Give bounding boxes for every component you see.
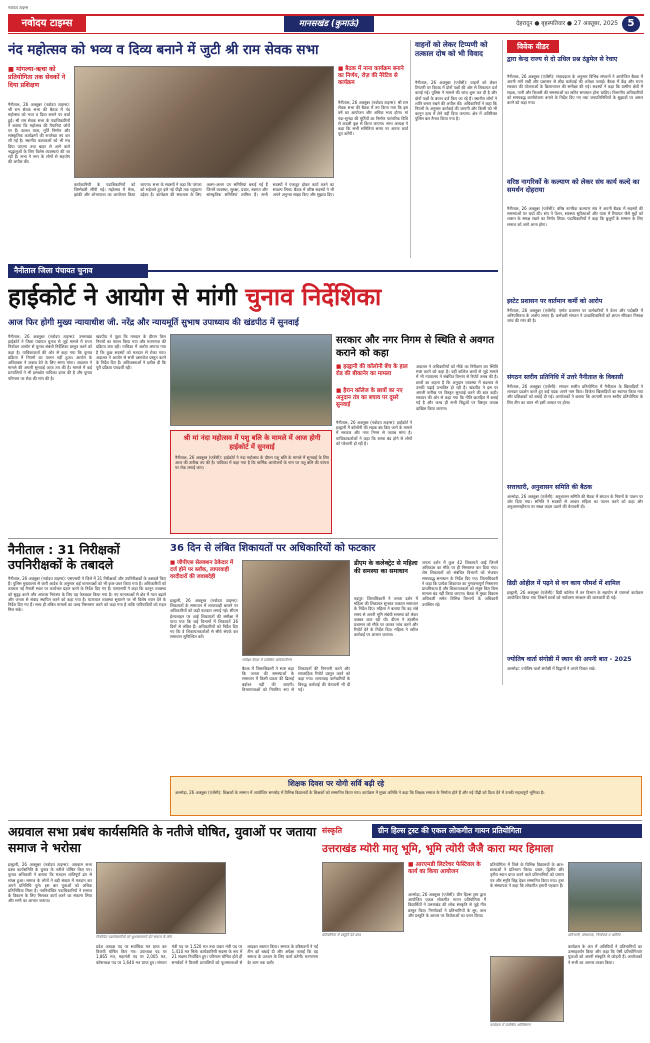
vivek-text-1: नैनीताल, 26 अक्तूबर (एजेंसी): संवाददाता के अनुसार विभिन्न संगठनों ने आयोजित बैठक में अपनी मांगें रखीं और प्रशासन से शीघ्र कार्रवाई की अपेक्षा जताई। बैठक में केंद्र और राज्य सरकार की योजनाओं के क्रियान्वयन की समीक्षा की गई। सदस्यों ने कहा कि ग्रामीण क्षेत्रों में सड़क, पानी और बिजली की समस्याओं का त्वरित समाधान होना चाहिए। विभागीय अधिकारियों को समयबद्ध कार्ययोजना बनाने के निर्देश दिए गए तथा जनप्रतिनिधियों के सुझावों पर अमल करने को कहा गया। — [507, 74, 643, 106]
vivek-h7: ज्योतिष वार्ता संगोष्ठी में स्थान की अपनी बात - 2025 — [507, 656, 632, 663]
sanskriti-tag: ग्रीन हिल्स ट्रस्ट की एकल लोकगीत गायन प्रतियोगिता — [372, 824, 642, 838]
sanskriti-photo-1 — [322, 862, 404, 932]
story5-results: प्रदेश अध्यक्ष पद पर सर्वाधिक मत प्राप्त कर विजयी घोषित किए गए। उपाध्यक्ष पद पर 1,865 मत, महामंत्री पद पर 2,005 मत, कोषाध्यक्ष पद पर 1,640 मत प्राप्त हुए। संगठन मंत्री पद पर 1,520 मत तथा प्रचार मंत्री पद पर 1,410 मत मिले। कार्यकारिणी सदस्य के रूप में 21 सदस्य निर्वाचित हुए। परिणाम घोषित होते ही समर्थकों ने विजयी प्रत्याशियों को फूलमालाओं से लादकर स्वागत किया। समाज के वरिष्ठजनों ने नई टीम को बधाई दी और अपेक्षा जताई कि वह समाज के उत्थान के लिए कार्य करेगी। मतगणना देर शाम तक चली। — [96, 944, 318, 965]
sanskriti-col-3: कार्यक्रम के अंत में अतिथियों ने प्रतिभागियों का उत्साहवर्धन किया और कहा कि ऐसी प्रतियोगिताएं युवाओं को अपनी संस्कृति से जोड़ती हैं। आयोजकों ने सभी का आभार व्यक्त किया। — [568, 944, 642, 965]
sanskriti-headline: उत्तराखंड म्यॊरी मातृ भूमि, भूमि त्यॊरी जैजै कारा म्यर हिमाला — [322, 843, 554, 855]
red-box-text: नैनीताल, 26 अक्तूबर (एजेंसी): हाईकोर्ट ने नंदा महोत्सव के दौरान पशु बलि के मामले में सुनवाई के लिए आज की तारीख तय की है। याचिका में कहा गया है कि धार्मिक आयोजनों के नाम पर पशु बलि की परंपरा पर रोक लगाई जाए। — [175, 455, 329, 471]
brand-logo: नवोदय टाइम्स — [8, 16, 86, 32]
vivek-text-2: नैनीताल, 26 अक्तूबर (एजेंसी): वरिष्ठ नागरिक कल्याण संघ ने अपनी बैठक में सदस्यों की समस्याओं पर चर्चा की। संघ ने पेंशन, स्वास्थ्य सुविधाओं और यात्रा में रियायत जैसे मुद्दों को शासन के समक्ष रखने का निर्णय लिया। पदाधिकारियों ने कहा कि बुजुर्गों के सम्मान के लिए समाज को आगे आना होगा। — [507, 206, 643, 227]
vivek-h4: संगठन स्तरीय प्रतिनिधि में उत्तरे नैनीताल के विकासी — [507, 374, 624, 381]
highcourt-photo — [170, 334, 332, 426]
sanskriti-col-1: अल्मोड़ा, 26 अक्तूबर (एजेंसी): ग्रीन हिल्स ट्रस्ट द्वारा आयोजित एकल लोकगीत गायन प्रतियोगिता में विद्यार्थियों ने उत्तराखंड की लोक संस्कृति से जुड़े गीत प्रस्तुत किए। निर्णायकों ने प्रतिभागियों के सुर, ताल और प्रस्तुति के आधार पर विजेताओं का चयन किया। — [408, 892, 486, 918]
side-text-2: अदालत ने अधिकारियों को मौके का निरीक्षण कर स्थिति स्पष्ट करने को कहा है। वहीं कॉलेज छात्रों से जुड़े मामले में भी न्यायालय ने संबंधित विभाग से रिपोर्ट तलब की है। छात्रों का कहना है कि अनुदान व्यवस्था में बदलाव से उनकी पढ़ाई प्रभावित हो रही है। खंडपीठ ने इस पर अगली तारीख पर विस्तृत सुनवाई करने की बात कही। सरकार की ओर से कहा गया कि नीति छात्रहित में बनाई गई है और जल्द ही सभी बिंदुओं पर विस्तृत जवाब दाखिल किया जाएगा। — [416, 364, 498, 411]
side-b1-text: हल्द्वानी की कॉलोनी बेंच के हाल रोड की बीकानेर का मामला — [336, 364, 408, 377]
vivek-text-4: नैनीताल, 26 अक्तूबर (एजेंसी): संगठन स्तरीय प्रतियोगिता में नैनीताल के खिलाड़ियों ने शानदार प्रदर्शन करते हुए कई पदक अपने नाम किए। विजेता खिलाड़ियों का स्वागत किया गया और प्रशिक्षकों को बधाई दी गई। आयोजकों ने बताया कि आगामी राज्य स्तरीय प्रतियोगिता के लिए टीम का चयन भी इसी आधार पर होगा। — [507, 384, 643, 405]
lead-headline: नंद महोत्सव को भव्य व दिव्य बनाने में जुटी श्री राम सेवक सभा — [8, 42, 319, 58]
side-b2 — [336, 388, 412, 409]
sanskriti-text-body: अल्मोड़ा, 26 अक्तूबर (एजेंसी): ग्रीन हिल्स ट्रस्ट द्वारा आयोजित एकल लोकगीत गायन प्रतियोगिता में विद्यार्थियों ने उत्तराखंड की लोक संस्कृति से जुड़े गीत प्रस्तुत किए। — [408, 892, 486, 913]
strip-text-body: अल्मोड़ा, 26 अक्तूबर (एजेंसी): शिक्षकों के सम्मान में आयोजित समारोह में विभिन्न विद्यालयों के शिक्षकों को सम्मानित किया गया। — [175, 790, 362, 795]
vivek-h1: द्वारा केन्द्र राज्य से दो उधिल प्रश्न ठंडुमेल से रेचाए — [507, 56, 618, 63]
lead-sub-right-text: बैठक में नाना कार्यक्रम बनाने का निर्णय, रोज़ की नैरेटिव से कार्यक्रम — [338, 66, 404, 86]
banner-headline-red: चुनाव निर्देशिका — [245, 283, 382, 311]
lead-col-right: नैनीताल, 26 अक्तूबर (नवोदय टाइम्स): श्री राम सेवक सभा की बैठक में तय किया गया कि इस वर्ष का आयोजन और अधिक भव्य होगा। मां नंदा-सुनंदा की मूर्तियों का निर्माण पारंपरिक विधि से कदली वृक्ष से किया जाएगा। सभा अध्यक्ष ने कहा कि सभी समितियां समय पर अपना कार्य पूरा करेंगी। — [338, 100, 408, 137]
red-box — [170, 430, 332, 534]
story3-b1 — [170, 560, 238, 581]
date-line: देहरादून ● बृहस्पतिवार ● 27 अक्तूबर, 2025 — [516, 21, 618, 27]
bullet-icon: ■ — [338, 66, 346, 72]
story2-headline: नैनीताल : 31 निरीक्षकों उपनिरीक्षकों के तबादले — [8, 542, 120, 572]
banner-label-rule — [148, 270, 498, 272]
story5-col-1: हल्द्वानी, 26 अक्तूबर (नवोदय टाइम्स): अग्रवाल सभा प्रबंध कार्यसमिति के चुनाव के नतीजे घोषित किए गए। चुनाव अधिकारी ने बताया कि मतदान शांतिपूर्ण ढंग से संपन्न हुआ। समाज के लोगों ने बड़ी संख्या में मतदान कर अपने प्रतिनिधि चुने। इस बार युवाओं को अधिक प्रतिनिधित्व मिला है। नवनिर्वाचित पदाधिकारियों ने समाज के विकास के लिए मिलकर कार्य करने का संकल्प लिया और सभी का आभार जताया। — [8, 862, 92, 904]
strip-box — [170, 776, 642, 816]
sanskriti-col-2: प्रतियोगिता में जिले के विभिन्न विद्यालयों के छात्र-छात्राओं ने प्रतिभाग किया। प्रथम, द्वितीय और तृतीय स्थान प्राप्त करने वाले प्रतिभागियों को प्रमाण पत्र और स्मृति चिह्न देकर सम्मानित किया गया। ट्रस्ट के संस्थापक ने कहा कि लोकगीत हमारी पहचान हैं। — [490, 862, 564, 888]
side-b1 — [336, 364, 412, 378]
story3-photo — [242, 560, 350, 656]
side-b2-text: हैरान कॉलेज के छात्रों का नए अनुदान तंत्र का बचाव पर दूसरे सुनवाई — [336, 388, 403, 408]
sanskriti-photo-3 — [490, 956, 564, 1022]
banner-col-2: खंडपीठ ने पूछा कि मतदान के दौरान किन नियमों का पालन किया गया और मतगणना की प्रक्रिया क्या रही। याचिका में आरोप लगाया गया है कि कुछ सदस्यों को मतदान से रोका गया। अदालत ने आयोग से सभी दस्तावेज प्रस्तुत करने के निर्देश दिए हैं। अधिवक्ताओं ने दलील दी कि पूरी प्रक्रिया पारदर्शी रही। — [96, 334, 166, 371]
vivek-text-5: अल्मोड़ा, 26 अक्तूबर (एजेंसी): अनुशासन समिति की बैठक में संगठन के नियमों के पालन पर जोर दिया गया। समिति ने सदस्यों से आचार संहिता का पालन करने को कहा और अनुशासनहीनता पर सख्त कदम उठाने की चेतावनी दी। — [507, 494, 643, 510]
lead-sub-right — [338, 66, 408, 87]
story5-headline: अग्रवाल सभा प्रबंध कार्यसमिति के नतीजे घोषित, युवाओं पर जताया समाज ने भरोसा — [8, 824, 317, 855]
banner-sub: आज फिर होगी मुख्य न्यायाधीश जी. नरेंद्र और न्यायमूर्ति सुभाष उपाध्याय की खंडपीठ में सुनवाई — [8, 317, 299, 327]
top-center-brief — [410, 40, 498, 258]
divider — [8, 820, 642, 821]
story5-photo — [96, 862, 226, 934]
sanskriti-photo-2 — [568, 862, 642, 932]
vivek-h6: डिग्री ओहील में पढ़ने से वन काय परैमर्श में शामिल — [507, 580, 620, 587]
story3-caption: समीक्षा बैठक में उपस्थित अधिकारीगण — [242, 658, 292, 662]
story3-col-1: हल्द्वानी, 26 अक्तूबर (नवोदय टाइम्स): शिकायतों के समाधान में लापरवाही बरतने पर अधिकारियों को कड़ी फटकार लगाई गई। सीएम हेल्पलाइन पर आई शिकायतों की समीक्षा में पाया गया कि कई विभागों में शिकायतें 36 दिनों से लंबित हैं। अधिकारियों को निर्देश दिए गए कि वे शिकायतकर्ताओं से सीधे संपर्क कर समाधान सुनिश्चित करें। — [170, 598, 238, 640]
story4-text: रुद्रपुर: जिलाधिकारी ने जनता दर्शन में महिला की शिकायत सुनकर तत्काल समाधान के निर्देश दिए। महिला ने बताया कि वह लंबे समय से अपनी भूमि संबंधी समस्या को लेकर चक्कर काट रही थी। डीएम ने तहसील प्रशासन को मौके पर जाकर जांच करने और रिपोर्ट देने के निर्देश दिए। महिला ने त्वरित कार्रवाई पर आभार जताया। — [354, 596, 418, 638]
page-number: 5 — [622, 16, 640, 32]
top-tag: नवोदय टाइम्स — [8, 6, 29, 10]
story3-b1-text: जीपीएस सेलक्शन ठेकेदार में दर्ज होने पर ब्लॉक, लापरवाही वरदीदारों की जवाबदेही — [170, 560, 234, 580]
bullet-icon: ■ — [8, 66, 17, 73]
vivek-h2: वरिष्ठ नागरिकों के कल्याण को लेकर संघ कार्य कल्दे का समर्थन दोहराया — [507, 178, 640, 195]
sanskriti-b1-text: आरएमडी लिटरेचर फेस्टिवल के कार्य का किया आयोजन — [408, 862, 481, 876]
vivek-text-6: हल्द्वानी, 26 अक्तूबर (एजेंसी): डिग्री कॉलेज में वन विभाग के सहयोग से परामर्श कार्यक्रम आयोजित किया गया जिसमें छात्रों को पर्यावरण संरक्षण की जानकारी दी गई। — [507, 590, 643, 601]
lead-sub-left-text: मांगल्या-ऋचा को प्रतियोगिता तक सेवकों ने दिया प्रशिक्षण — [8, 66, 66, 89]
vivek-text-7: अल्मोड़ा: ज्योतिष वार्ता संगोष्ठी में विद्वानों ने अपने विचार रखे। — [507, 666, 596, 671]
red-box-headline: श्री मां नंदा महोत्सव में पशु बलि के मामले में आज होगी हाईकोर्ट में सुनवाई — [183, 434, 321, 451]
story3-text-body: हल्द्वानी, 26 अक्तूबर (नवोदय टाइम्स): शिकायतों के समाधान में लापरवाही बरतने पर अधिकारियों को कड़ी फटकार लगाई गई। — [170, 598, 238, 614]
strip-text: अल्मोड़ा, 26 अक्तूबर (एजेंसी): शिक्षकों के सम्मान में आयोजित समारोह में विभिन्न विद्यालयों के शिक्षकों को सम्मानित किया गया। कार्यक्रम में मुख्य अतिथि ने कहा कि शिक्षक समाज के निर्माता होते हैं और नई पीढ़ी को दिशा देने में उनकी महत्वपूर्ण भूमिका है। — [175, 790, 545, 795]
lead-sub-left — [8, 66, 70, 90]
brief-text: नैनीताल, 26 अक्तूबर (एजेंसी): वाहनों को लेकर टिप्पणी पर विवाद में दोनों पक्षों की ओर से शिकायत दर्ज कराई गई। पुलिस ने मामले की जांच शुरू कर दी है और दोनों पक्षों के बयान दर्ज किए जा रहे हैं। स्थानीय लोगों ने शांति बनाए रखने की अपील की। अधिकारियों ने कहा कि नियमों के अनुसार कार्रवाई की जाएगी और किसी को भी कानून हाथ में लेने नहीं दिया जाएगा। क्षेत्र में अतिरिक्त पुलिस बल तैनात किया गया है। — [415, 80, 497, 122]
brief-headline: वाहनों को लेकर टिप्पणी को तत्काल दोष को भी विवाद — [415, 40, 488, 58]
banner-headline-black: हाईकोर्ट ने आयोग से मांगी — [8, 283, 237, 311]
story4-headline: डीएम के कलेक्ट्रेट से महिला की समस्या का समाधान — [354, 560, 418, 575]
lead-row-bottom: कार्यकारिणी के पदाधिकारियों को जिम्मेदारी सौंपी गई। महोत्सव में मेला, झांकी और शोभायात्रा का आयोजन किया जाएगा। सभा के सदस्यों ने कहा कि परंपरा को सहेजते हुए इसे नई पीढ़ी तक पहुंचाना उद्देश्य है। कार्यक्रम की सफलता के लिए अलग-अलग उप समितियां बनाई गई हैं जिनमें व्यवस्था, सुरक्षा, प्रचार, स्वागत और सांस्कृतिक समितियां शामिल हैं। सभी सदस्यों ने एकजुट होकर कार्य करने का संकल्प लिया। बैठक में वरिष्ठ सदस्यों ने भी अपने अनुभव साझा किए और सुझाव दिए। — [74, 182, 334, 198]
section-tag: मानसखंड (कुमाऊं) — [284, 16, 374, 32]
vivek-h3: इस्टेट प्रशासन पर वार्तमान कर्मी को आरोप — [507, 298, 603, 305]
vivek-h5: सत्ताधारी, अनुशासन समिति की बैठक — [507, 484, 593, 491]
divider — [8, 538, 498, 539]
side-text-1: नैनीताल, 26 अक्तूबर (नवोदय टाइम्स): हाईकोर्ट ने हल्द्वानी में कॉलोनी की सड़क बंद किए जाने के मामले में सरकार और नगर निगम से जवाब मांगा है। याचिकाकर्ताओं ने कहा कि रास्ता बंद होने से लोगों को परेशानी हो रही है। — [336, 420, 412, 446]
bullet-icon: ■ — [336, 388, 344, 394]
story5-text-body: हल्द्वानी, 26 अक्तूबर (नवोदय टाइम्स): अग्रवाल सभा प्रबंध कार्यसमिति के चुनाव के नतीजे घोषित किए गए। — [8, 862, 92, 873]
banner-label: नैनीताल जिला पंचायत चुनाव — [8, 264, 148, 278]
banner-col-1: नैनीताल, 26 अक्तूबर (नवोदय टाइम्स): उत्तराखंड हाईकोर्ट ने जिला पंचायत चुनाव से जुड़े मामले में राज्य निर्वाचन आयोग से चुनाव संबंधी निर्देशिका प्रस्तुत करने को कहा है। याचिकाकर्ता की ओर से कहा गया कि चुनाव प्रक्रिया में नियमों का पालन नहीं हुआ। आयोग के अधिवक्ता ने जवाब देने के लिए समय मांगा। अदालत ने मामले की अगली सुनवाई आज तय की है। मामले में कई प्रत्याशियों ने भी हस्तक्षेप याचिका दायर की है और चुनाव परिणाम पर रोक की मांग की है। — [8, 334, 92, 381]
masthead — [8, 6, 644, 36]
sanskriti-caption-1: प्रतियोगिता में प्रस्तुति देते छात्र — [322, 933, 361, 937]
story2-text-body: नैनीताल, 26 अक्तूबर (नवोदय टाइम्स): एसएसपी ने जिले में 31 निरीक्षकों और उपनिरीक्षकों के तबादले किए हैं। — [8, 576, 166, 587]
story4-text-2: जनता दर्शन में कुल 42 शिकायतें आईं जिनमें अधिकांश का मौके पर ही निस्तारण कर दिया गया। शेष शिकायतों को संबंधित विभागों को भेजकर समयबद्ध समाधान के निर्देश दिए गए। जिलाधिकारी ने कहा कि प्रत्येक शिकायत का गुणवत्तापूर्ण निस्तारण प्राथमिकता है और शिकायतकर्ता को संतुष्ट किए बिना मामला बंद नहीं किया जाएगा। बैठक में मुख्य विकास अधिकारी समेत विभिन्न विभागों के अधिकारी उपस्थित रहे। — [422, 560, 498, 607]
story3-headline: 36 दिन से लंबित शिकायतों पर अधिकारियों को फटकार — [170, 543, 376, 554]
sanskriti-b1 — [408, 862, 486, 876]
sanskriti-caption-3: कार्यक्रम में उपस्थित अतिथिगण — [490, 1023, 531, 1027]
side-headline: सरकार और नगर निगम से स्थिति से अवगत कराने को कहा — [336, 335, 494, 359]
brief-text-body: नैनीताल, 26 अक्तूबर (एजेंसी): वाहनों को लेकर टिप्पणी पर विवाद में दोनों पक्षों की ओर से शिकायत दर्ज कराई गई। — [415, 80, 497, 96]
lead-story — [8, 40, 408, 258]
story4-text-body: रुद्रपुर: जिलाधिकारी ने जनता दर्शन में महिला की शिकायत सुनकर तत्काल समाधान के निर्देश दिए। — [354, 596, 418, 612]
story3-col-2: बैठक में जिलाधिकारी ने स्पष्ट कहा कि जनता की समस्याओं के समाधान में किसी प्रकार की ढिलाई बर्दाश्त नहीं की जाएगी। विभागाध्यक्षों को नियमित रूप से शिकायतों की निगरानी करने और साप्ताहिक रिपोर्ट प्रस्तुत करने को कहा गया। लापरवाह कर्मचारियों के विरुद्ध कार्रवाई की चेतावनी भी दी गई। — [242, 666, 350, 692]
vivek-text-3: नैनीताल, 26 अक्तूबर (एजेंसी): एस्टेट प्रशासन पर कर्मचारियों ने वेतन और पदोन्नति में अनियमितता के आरोप लगाए हैं। कर्मचारी संगठन ने उच्चाधिकारियों को ज्ञापन सौंपकर निष्पक्ष जांच की मांग की है। — [507, 308, 643, 324]
lead-col-1: नैनीताल, 26 अक्तूबर (नवोदय टाइम्स): श्री राम सेवक सभा की बैठक में नंद महोत्सव को भव्य व दिव्य बनाने पर चर्चा हुई। श्री राम सेवक सभा के पदाधिकारियों ने बताया कि महोत्सव की तैयारियां जोरों पर हैं। कलश यात्रा, मूर्ति निर्माण और सांस्कृतिक कार्यक्रमों की रूपरेखा तय कर ली गई है। स्थानीय कलाकारों को भी मंच दिया जाएगा तथा बाहर से आने वाले श्रद्धालुओं के लिए विशेष व्यवस्थाएं की जा रही हैं। सभा ने नगर के लोगों से सहयोग की अपील की। — [8, 102, 70, 165]
vivek-title: विवेक वीडर — [507, 40, 559, 53]
banner-headline — [8, 282, 498, 312]
bullet-icon: ■ — [170, 560, 177, 566]
lead-col-1-text: नैनीताल, 26 अक्तूबर (नवोदय टाइम्स): श्री राम सेवक सभा की बैठक में नंद महोत्सव को भव्य व दिव्य बनाने पर चर्चा हुई। — [8, 102, 70, 123]
vivek-text-1-body: नैनीताल, 26 अक्तूबर (एजेंसी): संवाददाता के अनुसार विभिन्न संगठनों ने आयोजित बैठक में अपनी मांगें रखीं और प्रशासन से शीघ्र कार्रवाई की अपेक्षा जताई। — [507, 74, 643, 85]
sanskriti-label: संस्कृति — [322, 826, 342, 835]
bullet-icon: ■ — [336, 364, 344, 370]
lead-photo — [74, 66, 334, 178]
vivek-column — [502, 40, 642, 685]
bullet-icon: ■ — [408, 862, 416, 868]
sanskriti-caption-2: प्रतिभागी, संस्थापक, निर्णायक व अतिथि — [568, 933, 621, 937]
story5-caption: निर्वाचित पदाधिकारियों को शुभकामनाएँ देते समाज के लोग — [96, 935, 172, 939]
story2-text: नैनीताल, 26 अक्तूबर (नवोदय टाइम्स): एसएसपी ने जिले में 31 निरीक्षकों और उपनिरीक्षकों के तबादले किए हैं। पुलिस मुख्यालय से जारी आदेश के अनुसार कई थानाध्यक्षों को भी इधर-उधर किया गया है। अधिकारियों को तत्काल नई तैनाती स्थल पर कार्यभार ग्रहण करने के निर्देश दिए गए हैं। एसएसपी ने कहा कि कानून व्यवस्था को सुदृढ़ करने और अपराध नियंत्रण के लिए यह फेरबदल किया गया है। नए थानाध्यक्षों से क्षेत्र में गश्त बढ़ाने और जनता से संवाद स्थापित करने को कहा गया है। यातायात व्यवस्था सुधारने पर भी विशेष ध्यान देने के निर्देश दिए गए हैं। साथ ही लंबित मामलों का जल्द निस्तारण करने को कहा गया है ताकि फरियादियों को राहत मिल सके। — [8, 576, 166, 613]
strip-headline: शिक्षक दिवस पर योगी सर्वि बढ़ी रहे — [287, 779, 385, 788]
